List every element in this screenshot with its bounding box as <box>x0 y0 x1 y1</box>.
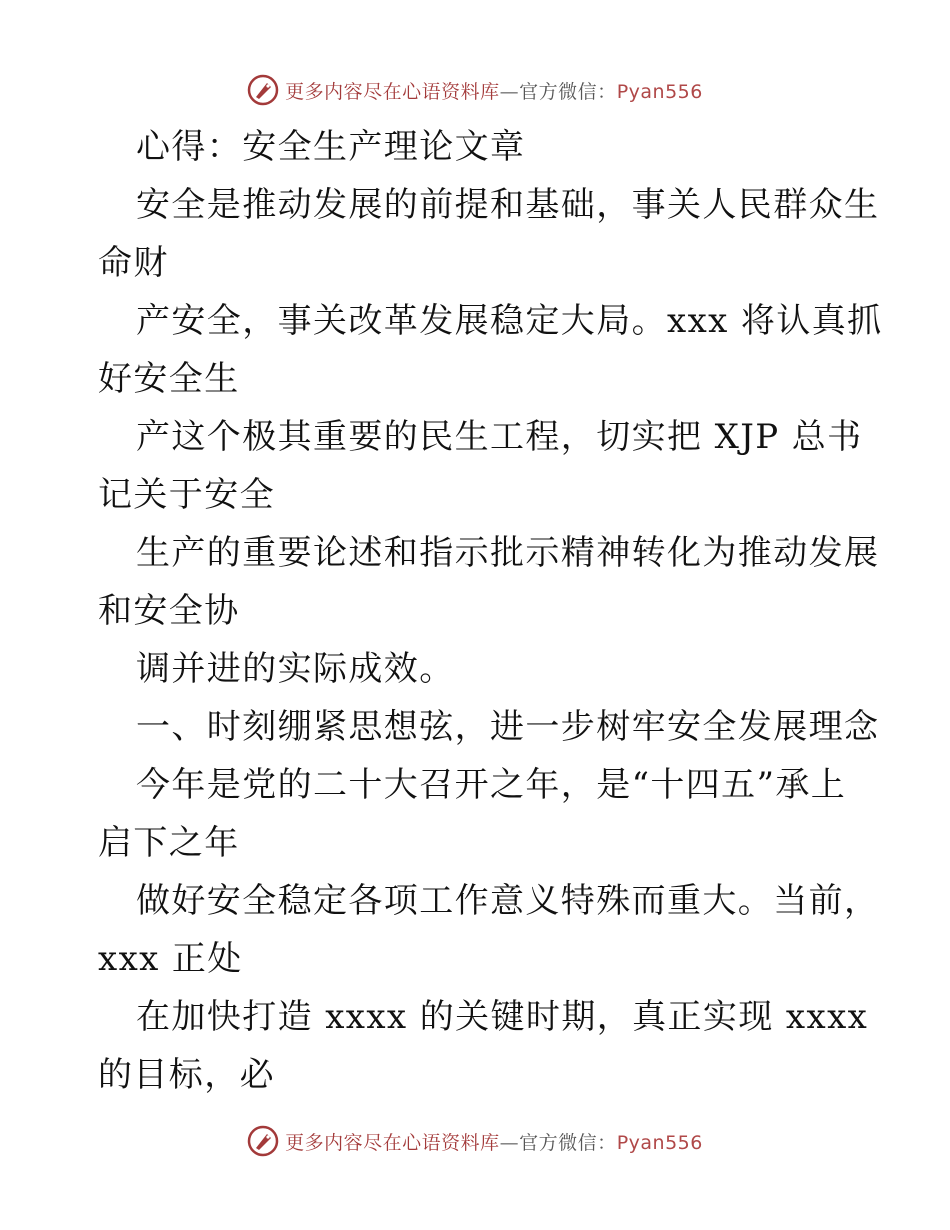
pen-nib-circle-icon <box>247 1125 279 1157</box>
header-banner <box>0 70 950 110</box>
text-line: 产这个极其重要的民生工程，切实把 XJP 总书 <box>136 417 863 457</box>
banner-handle: Pyan556 <box>616 1131 703 1154</box>
banner-content <box>247 1125 703 1157</box>
text-line: 命财 <box>98 243 169 283</box>
section-heading: 一、时刻绷紧思想弦，进一步树牢安全发展理念 <box>136 707 880 747</box>
banner-dash: — <box>499 1131 520 1154</box>
banner-handle: Pyan556 <box>616 80 703 103</box>
banner-wechat-label: 官方微信： <box>519 1131 617 1154</box>
banner-main-text: 更多内容尽在心语资料库 <box>285 80 500 103</box>
text-line: 记关于安全 <box>98 475 275 515</box>
banner-dash: — <box>499 80 520 103</box>
text-line: 产安全，事关改革发展稳定大局。xxx 将认真抓 <box>136 301 883 341</box>
document-body <box>98 118 883 1104</box>
text-line: 启下之年 <box>98 823 240 863</box>
banner-wechat-label: 官方微信： <box>519 80 617 103</box>
footer-banner <box>0 1121 950 1161</box>
text-line: 调并进的实际成效。 <box>136 649 455 689</box>
text-line: 和安全协 <box>98 591 240 631</box>
pen-nib-circle-icon <box>247 74 279 106</box>
banner-text <box>285 77 703 104</box>
text-line: 好安全生 <box>98 359 240 399</box>
text-line: 在加快打造 xxxx 的关键时期，真正实现 xxxx <box>136 997 869 1037</box>
document-title: 心得：安全生产理论文章 <box>136 127 526 167</box>
text-line: 今年是党的二十大召开之年，是“十四五”承上 <box>136 765 847 805</box>
text-line: 做好安全稳定各项工作意义特殊而重大。当前， <box>136 881 880 921</box>
banner-text <box>285 1128 703 1155</box>
banner-main-text: 更多内容尽在心语资料库 <box>285 1131 500 1154</box>
text-line: 安全是推动发展的前提和基础，事关人民群众生 <box>136 185 880 225</box>
text-line: 的目标，必 <box>98 1055 275 1095</box>
text-line: xxx 正处 <box>98 939 243 979</box>
banner-content <box>247 74 703 106</box>
text-line: 生产的重要论述和指示批示精神转化为推动发展 <box>136 533 880 573</box>
